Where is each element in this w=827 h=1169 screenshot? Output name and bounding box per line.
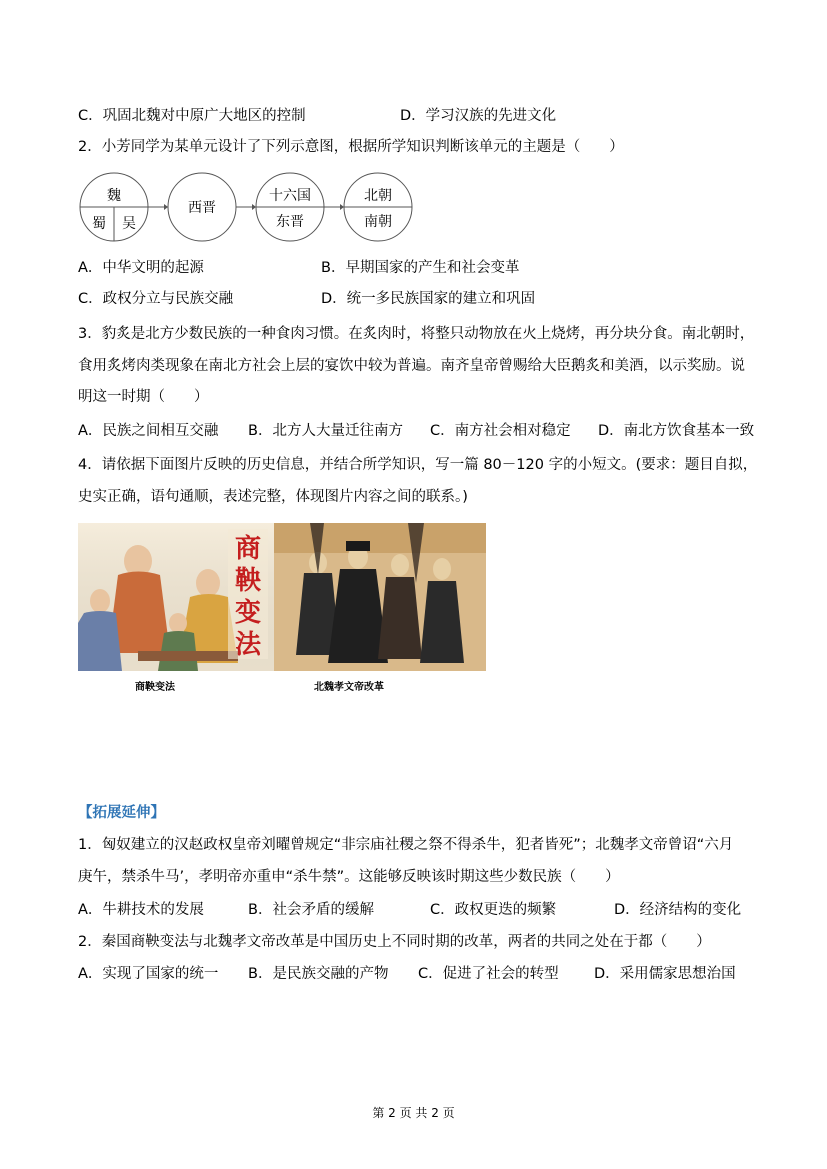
q2-stem: 2．小芳同学为某单元设计了下列示意图，根据所学知识判断该单元的主题是（ ）	[78, 139, 624, 155]
q4-line-2: 史实正确，语句通顺，表述完整，体现图片内容之间的联系。)	[78, 489, 468, 505]
pic2-caption: 北魏孝文帝改革	[314, 682, 384, 693]
ext-q1-option-a: A．牛耕技术的发展	[78, 902, 204, 918]
q3-option-c: C．南方社会相对稳定	[430, 423, 571, 439]
diagram-wu: 吴	[122, 216, 136, 232]
page-footer: 第 2 页 共 2 页	[372, 1106, 455, 1120]
ext-q1-line-2: 庚午，禁杀牛马’，孝明帝亦重申“杀牛禁”。这能够反映该时期这些少数民族（ ）	[78, 869, 620, 885]
q3-option-a: A．民族之间相互交融	[78, 423, 219, 439]
ext-q2-option-a: A．实现了国家的统一	[78, 966, 219, 982]
diagram-dongjin: 东晋	[276, 214, 304, 230]
overlay-char-2: 鞅	[234, 566, 262, 596]
ext-q1-option-d: D．经济结构的变化	[614, 902, 742, 918]
diagram-xijin: 西晋	[188, 200, 216, 216]
ext-q2-option-d: D．采用儒家思想治国	[594, 966, 736, 982]
diagram-shu: 蜀	[92, 216, 106, 232]
ext-q2-option-b: B．是民族交融的产物	[248, 966, 389, 982]
q2-option-b: B．早期国家的产生和社会变革	[321, 260, 520, 276]
diagram-wei: 魏	[107, 188, 121, 204]
q3-line-3: 明这一时期（ ）	[78, 389, 209, 405]
q3-line-1: 3．豹炙是北方少数民族的一种食肉习惯。在炙肉时，将整只动物放在火上烧烤，再分块分食。南北朝时，	[78, 326, 755, 342]
q2-diagram	[78, 172, 418, 242]
q2-option-c: C．政权分立与民族交融	[78, 291, 234, 307]
diagram-beichao: 北朝	[364, 188, 392, 204]
ext-q1-line-1: 1．匈奴建立的汉赵政权皇帝刘曜曾规定“非宗庙社稷之祭不得杀牛，犯者皆死”；北魏孝文帝曾诏“六月	[78, 837, 734, 853]
diagram-shiliuguo: 十六国	[269, 188, 311, 204]
prev-option-c: C．巩固北魏对中原广大地区的控制	[78, 108, 306, 124]
section-title-extension: 【拓展延伸】	[78, 805, 165, 821]
pic1-caption: 商鞅变法	[135, 682, 175, 693]
ext-q1-option-c: C．政权更迭的频繁	[430, 902, 557, 918]
q2-option-a: A．中华文明的起源	[78, 260, 204, 276]
overlay-char-1: 商	[234, 534, 262, 564]
overlay-char-3: 变	[234, 598, 262, 628]
diagram-nanchao: 南朝	[364, 214, 392, 230]
q2-option-d: D．统一多民族国家的建立和巩固	[321, 291, 536, 307]
q3-line-2: 食用炙烤肉类现象在南北方社会上层的宴饮中较为普遍。南齐皇帝曾赐给大臣鹅炙和美酒，以示奖励。说	[78, 358, 745, 374]
ext-q2-stem: 2．秦国商鞅变法与北魏孝文帝改革是中国历史上不同时期的改革，两者的共同之处在于都（ ）	[78, 934, 711, 950]
xiaowen-picture	[274, 523, 486, 671]
overlay-char-4: 法	[234, 630, 262, 660]
ext-q1-option-b: B．社会矛盾的缓解	[248, 902, 374, 918]
q3-option-d: D．南北方饮食基本一致	[598, 423, 755, 439]
q4-line-1: 4．请依据下面图片反映的历史信息，并结合所学知识，写一篇 80－120 字的小短文。(要求：题目自拟，	[78, 457, 758, 473]
prev-option-d: D．学习汉族的先进文化	[400, 108, 557, 124]
q4-picture-panel	[78, 523, 486, 671]
q4-pictures	[78, 523, 486, 693]
ext-q2-option-c: C．促进了社会的转型	[418, 966, 559, 982]
q3-option-b: B．北方人大量迁往南方	[248, 423, 403, 439]
